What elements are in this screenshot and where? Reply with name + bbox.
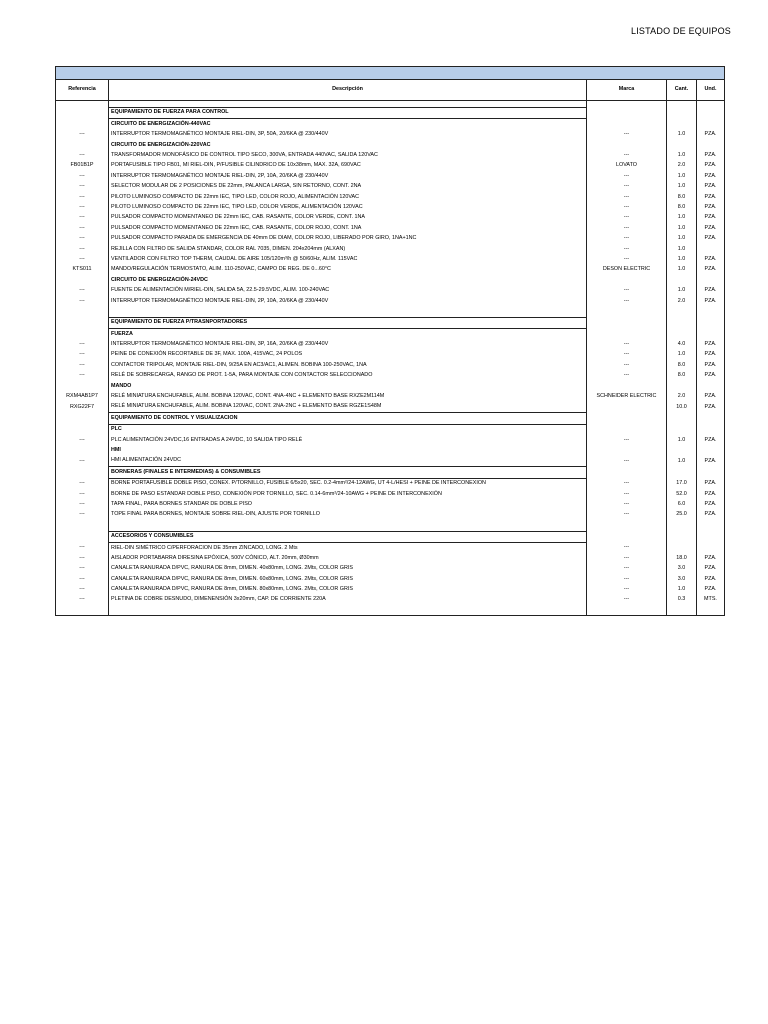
page-title: LISTADO DE EQUIPOS (631, 26, 731, 36)
cell-description: CONTACTOR TRIPOLAR, MONTAJE RIEL-DIN, 9/25A EN AC3/AC1, ALIMEN. BOBINA 100-250VAC, 1NA (109, 360, 587, 370)
cell-quantity: 3.0 (667, 564, 697, 574)
cell-brand: --- (587, 489, 667, 499)
cell-quantity: 25.0 (667, 510, 697, 520)
group-row (56, 381, 725, 391)
cell-reference (56, 531, 109, 542)
cell-description: FUERZA (109, 329, 587, 340)
group-row (56, 424, 725, 435)
cell-unit (697, 317, 725, 328)
cell-description: TOPE FINAL PARA BORNES, MONTAJE SOBRE RIEL-DIN, AJUSTE POR TORNILLO (109, 510, 587, 520)
cell-description: FUENTE DE ALIMENTACIÓN M/RIEL-DIN, SALIDA 5A, 22.5-29.5VDC, ALIM. 100-240VAC (109, 286, 587, 296)
cell-reference (56, 275, 109, 285)
cell-brand: --- (587, 478, 667, 489)
cell-description: RELÉ MINIATURA ENCHUFABLE, ALIM. BOBINA 120VAC, CONT. 4NA-4NC + ELEMENTO BASE RXZE2M114M (109, 392, 587, 402)
table-row (56, 543, 725, 554)
cell-quantity: 1.0 (667, 435, 697, 445)
cell-reference: --- (56, 574, 109, 584)
cell-brand: --- (587, 510, 667, 520)
cell-unit: PZA. (697, 254, 725, 264)
cell-description: BORNE PORTAFUSIBLE DOBLE PISO, CONEX. P/TORNILLO, FUSIBLE 6/5x20, SEC. 0.2-4mm²/24-12AWG, UT 4-L/HESI + PEINE DE INTERCONEXION (109, 478, 587, 489)
cell-reference (56, 306, 109, 317)
cell-description: BORNE DE PASO ESTANDAR DOBLE PISO, CONEXIÓN POR TORNILLO, SEC. 0.14-6mm²/24-10AWG + PEINE DE INTERCONEXIÓN (109, 489, 587, 499)
cell-quantity: 1.0 (667, 585, 697, 595)
cell-unit: PZA. (697, 151, 725, 161)
cell-unit (697, 381, 725, 391)
cell-brand (587, 402, 667, 413)
table-row (56, 151, 725, 161)
table-row (56, 244, 725, 254)
cell-brand: --- (587, 456, 667, 467)
cell-unit: PZA. (697, 171, 725, 181)
section-row (56, 531, 725, 542)
cell-reference: --- (56, 213, 109, 223)
cell-brand (587, 275, 667, 285)
cell-quantity: 10.0 (667, 402, 697, 413)
cell-unit: PZA. (697, 478, 725, 489)
cell-brand (587, 306, 667, 317)
cell-brand (587, 381, 667, 391)
cell-reference: --- (56, 286, 109, 296)
cell-reference: --- (56, 489, 109, 499)
cell-description: HMI (109, 446, 587, 456)
cell-brand: --- (587, 213, 667, 223)
cell-quantity: 52.0 (667, 489, 697, 499)
cell-reference: --- (56, 182, 109, 192)
cell-quantity: 1.0 (667, 182, 697, 192)
cell-description (109, 306, 587, 317)
cell-reference: --- (56, 171, 109, 181)
cell-brand: LOVATO (587, 161, 667, 171)
header-description: Descripción (109, 80, 587, 101)
cell-brand (587, 531, 667, 542)
cell-unit: PZA. (697, 350, 725, 360)
cell-quantity (667, 413, 697, 424)
cell-brand: --- (587, 182, 667, 192)
cell-unit: PZA. (697, 286, 725, 296)
cell-brand (587, 119, 667, 130)
cell-description: PLETINA DE COBRE DESNUDO, DIMENENSIÓN 3x20mm, CAP. DE CORRIENTE 220A (109, 595, 587, 605)
cell-unit: PZA. (697, 574, 725, 584)
cell-brand: --- (587, 574, 667, 584)
table-row (56, 456, 725, 467)
cell-reference (56, 329, 109, 340)
cell-quantity: 0.3 (667, 595, 697, 605)
cell-brand: --- (587, 151, 667, 161)
cell-quantity: 8.0 (667, 192, 697, 202)
cell-quantity (667, 446, 697, 456)
cell-quantity (667, 317, 697, 328)
cell-brand: --- (587, 234, 667, 244)
cell-brand: SCHNEIDER ELECTRIC (587, 392, 667, 402)
cell-quantity: 8.0 (667, 360, 697, 370)
table-row (56, 223, 725, 233)
cell-reference: --- (56, 499, 109, 509)
cell-reference (56, 413, 109, 424)
cell-description: INTERRUPTOR TERMOMAGNÉTICO MONTAJE RIEL-DIN, 2P, 10A, 20/6KA @ 230/440V (109, 171, 587, 181)
cell-brand (587, 446, 667, 456)
cell-description (109, 520, 587, 531)
cell-quantity: 1.0 (667, 244, 697, 254)
cell-reference: --- (56, 234, 109, 244)
cell-description: PORTAFUSIBLE TIPO FB01, MI RIEL-DIN, P/FUSIBLE CILINDRICO DE 10x38mm, MAX. 32A, 690VAC (109, 161, 587, 171)
cell-brand: --- (587, 254, 667, 264)
cell-unit: PZA. (697, 499, 725, 509)
cell-description: CANALETA RANURADA D/PVC, RANURA DE 8mm, DIMEN. 60x80mm, LONG. 2Mts, COLOR GRIS (109, 574, 587, 584)
cell-brand: --- (587, 340, 667, 350)
table-row (56, 371, 725, 381)
section-row (56, 108, 725, 119)
cell-reference (56, 467, 109, 478)
cell-brand: --- (587, 203, 667, 213)
cell-reference: --- (56, 223, 109, 233)
cell-unit: PZA. (697, 510, 725, 520)
cell-unit: PZA. (697, 564, 725, 574)
cell-description: RIEL-DIN SIMÉTRICO C/PERFORACION DE 35mm ZINCADO, LONG. 2 Mts (109, 543, 587, 554)
table-row (56, 564, 725, 574)
cell-brand: --- (587, 223, 667, 233)
cell-reference (56, 108, 109, 119)
table-row (56, 182, 725, 192)
cell-quantity: 1.0 (667, 223, 697, 233)
blank-row (56, 520, 725, 531)
table-row (56, 392, 725, 402)
cell-unit (697, 108, 725, 119)
cell-reference (56, 520, 109, 531)
cell-quantity: 4.0 (667, 340, 697, 350)
cell-unit: PZA. (697, 340, 725, 350)
header-reference: Referencia (56, 80, 109, 101)
cell-reference: --- (56, 543, 109, 554)
table-row (56, 499, 725, 509)
cell-unit: PZA. (697, 234, 725, 244)
header-brand: Marca (587, 80, 667, 101)
cell-quantity: 8.0 (667, 203, 697, 213)
cell-description: PULSADOR COMPACTO PARADA DE EMERGENCIA DE 40mm DE DIAM, COLOR ROJO, LIBERADO POR GIRO, 1NA+1NC (109, 234, 587, 244)
cell-description: PLC (109, 424, 587, 435)
cell-unit (697, 543, 725, 554)
cell-brand (587, 467, 667, 478)
equipment-table (55, 66, 725, 616)
cell-unit (697, 244, 725, 254)
table-row (56, 254, 725, 264)
cell-quantity: 2.0 (667, 161, 697, 171)
cell-quantity: 1.0 (667, 151, 697, 161)
cell-unit: PZA. (697, 265, 725, 275)
cell-quantity: 18.0 (667, 553, 697, 563)
cell-brand: --- (587, 350, 667, 360)
cell-unit: PZA. (697, 435, 725, 445)
cell-description: PEINE DE CONEXIÓN RECORTABLE DE 3F, MAX. 100A, 415VAC, 24 POLOS (109, 350, 587, 360)
cell-quantity: 1.0 (667, 213, 697, 223)
cell-unit: PZA. (697, 223, 725, 233)
cell-description: RELÉ MINIATURA ENCHUFABLE, ALIM. BOBINA 120VAC, CONT. 2NA-2NC + ELEMENTO BASE RGZE1S48M (109, 402, 587, 413)
cell-description: TAPA FINAL, PARA BORNES STANDAR DE DOBLE PISO (109, 499, 587, 509)
table-row (56, 360, 725, 370)
cell-brand: --- (587, 171, 667, 181)
cell-description: MANDO (109, 381, 587, 391)
cell-quantity (667, 531, 697, 542)
cell-quantity: 1.0 (667, 286, 697, 296)
cell-brand: --- (587, 553, 667, 563)
cell-quantity (667, 275, 697, 285)
cell-unit: PZA. (697, 553, 725, 563)
cell-quantity: 6.0 (667, 499, 697, 509)
cell-unit: PZA. (697, 489, 725, 499)
group-row (56, 446, 725, 456)
cell-description: CIRCUITO DE ENERGIZACIÓN-24VDC (109, 275, 587, 285)
cell-reference (56, 424, 109, 435)
cell-brand (587, 413, 667, 424)
cell-quantity: 1.0 (667, 130, 697, 140)
table-row (56, 192, 725, 202)
cell-reference: --- (56, 553, 109, 563)
cell-description: EQUIPAMIENTO DE FUERZA P/TRASNPORTADORES (109, 317, 587, 328)
table-row (56, 340, 725, 350)
cell-description: PULSADOR COMPACTO MOMENTANEO DE 22mm IEC, CAB. RASANTE, COLOR VERDE, CONT. 1NA (109, 213, 587, 223)
cell-description: HMI ALIMENTACIÓN 24VDC (109, 456, 587, 467)
cell-reference: --- (56, 595, 109, 605)
cell-unit (697, 329, 725, 340)
cell-unit: PZA. (697, 585, 725, 595)
section-row (56, 317, 725, 328)
cell-reference: --- (56, 478, 109, 489)
cell-brand: --- (587, 192, 667, 202)
cell-unit (697, 424, 725, 435)
cell-description: EQUIPAMIENTO DE FUERZA PARA CONTROL (109, 108, 587, 119)
cell-description: REJILLA CON FILTRO DE SALIDA STANDAR, COLOR RAL 7035, DIMEN. 204x204mm (ALXAN) (109, 244, 587, 254)
blank-row (56, 306, 725, 317)
cell-reference (56, 381, 109, 391)
table-row (56, 585, 725, 595)
cell-quantity (667, 543, 697, 554)
cell-reference: KTS011 (56, 265, 109, 275)
cell-reference: --- (56, 585, 109, 595)
cell-description: MANDO/REGULACIÓN TERMOSTATO, ALIM. 110-250VAC, CAMPO DE REG. DE 0...60°C (109, 265, 587, 275)
cell-brand: --- (587, 595, 667, 605)
table-band (56, 67, 725, 80)
cell-description: PILOTO LUMINOSO COMPACTO DE 22mm IEC, TIPO LED, COLOR ROJO, ALIMENTACIÓN 120VAC (109, 192, 587, 202)
cell-description: PILOTO LUMINOSO COMPACTO DE 22mm IEC, TIPO LED, COLOR VERDE, ALIMENTACIÓN 120VAC (109, 203, 587, 213)
cell-description: CANALETA RANURADA D/PVC, RANURA DE 8mm, DIMEN. 80x80mm, LONG. 2Mts, COLOR GRIS (109, 585, 587, 595)
group-row (56, 119, 725, 130)
cell-reference: FB01B1P (56, 161, 109, 171)
cell-reference: --- (56, 350, 109, 360)
cell-reference: --- (56, 456, 109, 467)
cell-reference: --- (56, 340, 109, 350)
table-row (56, 234, 725, 244)
table-row (56, 265, 725, 275)
table-row (56, 478, 725, 489)
cell-reference: --- (56, 203, 109, 213)
group-row (56, 140, 725, 150)
table-row (56, 489, 725, 499)
cell-reference: RXG22F7 (56, 402, 109, 413)
cell-unit: PZA. (697, 213, 725, 223)
cell-description: AISLADOR PORTABARRA DIRESINA EPÓXICA, 500V CÓNICO, ALT. 20mm, Ø30mm (109, 553, 587, 563)
cell-unit: PZA. (697, 296, 725, 306)
cell-unit (697, 140, 725, 150)
table-row (56, 435, 725, 445)
cell-quantity (667, 306, 697, 317)
cell-reference (56, 446, 109, 456)
cell-unit: PZA. (697, 392, 725, 402)
cell-quantity (667, 520, 697, 531)
cell-brand: --- (587, 564, 667, 574)
cell-reference: RXM4AB1P7 (56, 392, 109, 402)
cell-quantity: 1.0 (667, 171, 697, 181)
table-row (56, 350, 725, 360)
cell-unit: PZA. (697, 182, 725, 192)
cell-quantity: 17.0 (667, 478, 697, 489)
cell-brand: --- (587, 585, 667, 595)
cell-description: PLC ALIMENTACIÓN 24VDC,16 ENTRADAS A 24VDC, 10 SALIDA TIPO RELÉ (109, 435, 587, 445)
cell-reference: --- (56, 510, 109, 520)
table-row (56, 213, 725, 223)
cell-quantity: 1.0 (667, 265, 697, 275)
cell-quantity: 1.0 (667, 254, 697, 264)
section-row (56, 413, 725, 424)
cell-description: INTERRUPTOR TERMOMAGNÉTICO MONTAJE RIEL-DIN, 2P, 10A, 20/6KA @ 230/440V (109, 296, 587, 306)
table-row (56, 171, 725, 181)
cell-description: TRANSFORMADOR MONOFÁSICO DE CONTROL TIPO SECO, 300VA, ENTRADA 440VAC, SALIDA 120VAC (109, 151, 587, 161)
header-quantity: Cant. (667, 80, 697, 101)
cell-brand: --- (587, 371, 667, 381)
cell-unit: PZA. (697, 371, 725, 381)
cell-unit: PZA. (697, 130, 725, 140)
cell-brand (587, 329, 667, 340)
table-header (56, 80, 725, 101)
cell-brand: --- (587, 286, 667, 296)
cell-description: CANALETA RANURADA D/PVC, RANURA DE 8mm, DIMEN. 40x80mm, LONG. 2Mts, COLOR GRIS (109, 564, 587, 574)
cell-description: BORNERAS (FINALES E INTERMEDIAS) & CONSUMIBLES (109, 467, 587, 478)
cell-unit (697, 413, 725, 424)
cell-brand (587, 317, 667, 328)
cell-quantity: 1.0 (667, 350, 697, 360)
cell-unit (697, 467, 725, 478)
cell-brand: --- (587, 360, 667, 370)
cell-brand: --- (587, 130, 667, 140)
table-row (56, 402, 725, 413)
cell-unit: PZA. (697, 192, 725, 202)
cell-description: INTERRUPTOR TERMOMAGNÉTICO MONTAJE RIEL-DIN, 3P, 50A, 20/6KA @ 230/440V (109, 130, 587, 140)
group-row (56, 329, 725, 340)
cell-brand: --- (587, 543, 667, 554)
cell-description: ACCESORIOS Y CONSUMIBLES (109, 531, 587, 542)
cell-unit (697, 531, 725, 542)
cell-description: PULSADOR COMPACTO MOMENTANEO DE 22mm IEC, CAB. RASANTE, COLOR ROJO, CONT. 1NA (109, 223, 587, 233)
section-row (56, 467, 725, 478)
cell-reference: --- (56, 151, 109, 161)
table-row (56, 553, 725, 563)
cell-reference: --- (56, 435, 109, 445)
cell-reference: --- (56, 564, 109, 574)
cell-reference (56, 119, 109, 130)
cell-unit: PZA. (697, 203, 725, 213)
cell-reference: --- (56, 244, 109, 254)
cell-reference (56, 140, 109, 150)
cell-unit (697, 520, 725, 531)
cell-brand: DESON ELECTRIC (587, 265, 667, 275)
cell-quantity (667, 140, 697, 150)
cell-unit (697, 446, 725, 456)
cell-brand (587, 108, 667, 119)
cell-reference: --- (56, 371, 109, 381)
table-row (56, 510, 725, 520)
table-row (56, 595, 725, 605)
cell-reference: --- (56, 192, 109, 202)
cell-brand (587, 424, 667, 435)
cell-quantity (667, 381, 697, 391)
cell-unit: PZA. (697, 402, 725, 413)
cell-reference: --- (56, 130, 109, 140)
table-row (56, 203, 725, 213)
cell-quantity (667, 119, 697, 130)
group-row (56, 275, 725, 285)
cell-brand (587, 520, 667, 531)
cell-quantity (667, 424, 697, 435)
cell-reference (56, 317, 109, 328)
cell-description: VENTILADOR CON FILTRO TOP THERM, CAUDAL DE AIRE 105/120m³/h @ 50/60Hz, ALIM. 115VAC (109, 254, 587, 264)
cell-description: CIRCUITO DE ENERGIZACIÓN-220VAC (109, 140, 587, 150)
cell-quantity: 2.0 (667, 392, 697, 402)
cell-reference: --- (56, 254, 109, 264)
cell-reference: --- (56, 360, 109, 370)
cell-unit (697, 306, 725, 317)
cell-quantity: 1.0 (667, 456, 697, 467)
cell-quantity (667, 467, 697, 478)
table-row (56, 296, 725, 306)
cell-description: INTERRUPTOR TERMOMAGNÉTICO MONTAJE RIEL-DIN, 3P, 16A, 20/6KA @ 230/440V (109, 340, 587, 350)
cell-unit: PZA. (697, 161, 725, 171)
cell-quantity: 2.0 (667, 296, 697, 306)
cell-description: SELECTOR MODULAR DE 2 POSICIONES DE 22mm, PALANCA LARGA, SIN RETORNO, CONT. 2NA (109, 182, 587, 192)
table-row (56, 574, 725, 584)
table-row (56, 161, 725, 171)
cell-unit (697, 275, 725, 285)
cell-unit: MTS. (697, 595, 725, 605)
table-row (56, 286, 725, 296)
cell-description: RELÉ DE SOBRECARGA, RANGO DE PROT. 1-5A, PARA MONTAJE CON CONTACTOR SELECCIONADO (109, 371, 587, 381)
cell-reference: --- (56, 296, 109, 306)
table-row (56, 130, 725, 140)
cell-brand: --- (587, 499, 667, 509)
cell-brand: --- (587, 244, 667, 254)
header-unit: Und. (697, 80, 725, 101)
cell-description: EQUIPAMIENTO DE CONTROL Y VISUALIZACION (109, 413, 587, 424)
cell-quantity (667, 329, 697, 340)
cell-brand: --- (587, 296, 667, 306)
cell-quantity: 3.0 (667, 574, 697, 584)
cell-brand (587, 140, 667, 150)
cell-unit: PZA. (697, 360, 725, 370)
cell-quantity: 1.0 (667, 234, 697, 244)
cell-unit: PZA. (697, 456, 725, 467)
cell-unit (697, 119, 725, 130)
cell-quantity (667, 108, 697, 119)
cell-quantity: 8.0 (667, 371, 697, 381)
cell-description: CIRCUITO DE ENERGIZACIÓN-440VAC (109, 119, 587, 130)
cell-brand: --- (587, 435, 667, 445)
